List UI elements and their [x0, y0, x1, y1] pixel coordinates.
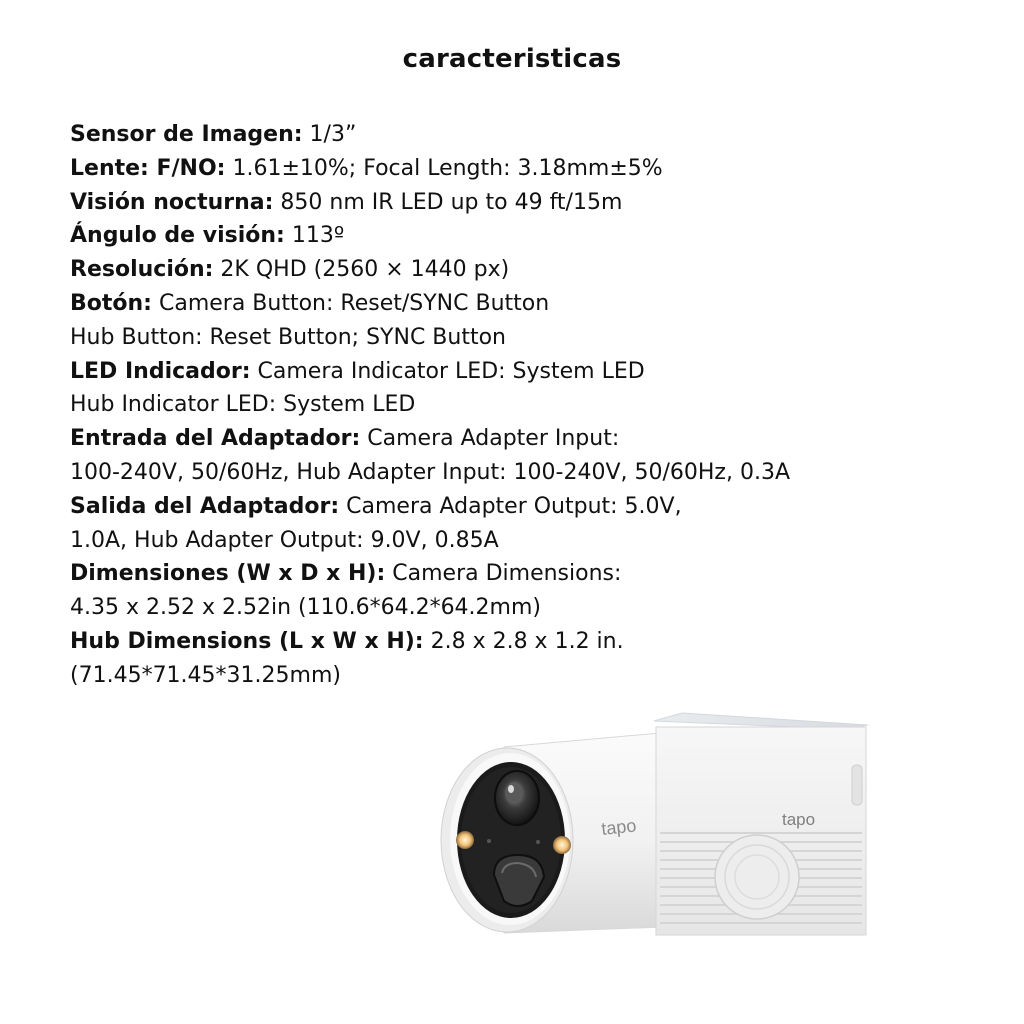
spec-label: Dimensiones (W x D x H): [70, 561, 386, 587]
spec-line [70, 557, 970, 591]
spec-label: Visión nocturna: [70, 189, 274, 215]
spec-label: Hub Dimensions (L x W x H): [70, 628, 424, 654]
spec-line [70, 388, 970, 422]
spec-value: 100-240V, 50/60Hz, Hub Adapter Input: 100-240V, 50/60Hz, 0.3A [70, 459, 790, 485]
page-title: caracteristicas [402, 44, 622, 74]
spec-line [70, 321, 970, 355]
spec-value: Camera Adapter Input: [360, 426, 620, 452]
spec-value: Camera Indicator LED: System LED [250, 358, 645, 384]
product-image [432, 705, 882, 945]
spec-line [70, 456, 970, 490]
spec-line [70, 659, 970, 693]
spec-value: Hub Indicator LED: System LED [70, 392, 416, 418]
spec-line [70, 422, 970, 456]
camera [441, 733, 664, 933]
spec-line [70, 625, 970, 659]
spec-line [70, 287, 970, 321]
spec-value: Camera Dimensions: [385, 561, 622, 587]
spec-line [70, 524, 970, 558]
spec-line [70, 152, 970, 186]
spec-label: Ángulo de visión: [70, 223, 285, 249]
spec-label: Sensor de Imagen: [70, 122, 303, 147]
spec-label: Botón: [70, 290, 152, 316]
spec-line [70, 186, 970, 220]
hub [654, 713, 868, 935]
spec-line [70, 490, 970, 524]
spec-value: Camera Adapter Output: 5.0V, [339, 493, 682, 519]
spec-value: 2.8 x 2.8 x 1.2 in. [423, 628, 624, 654]
spec-value: Camera Button: Reset/SYNC Button [151, 290, 550, 316]
speaker-icon [715, 835, 799, 919]
spec-list [70, 118, 970, 693]
spec-value: 4.35 x 2.52 x 2.52in (110.6*64.2*64.2mm) [70, 595, 541, 621]
camera-brand-label: tapo [600, 815, 638, 839]
spec-value: 2K QHD (2560 × 1440 px) [213, 257, 510, 283]
spec-value: 1.0A, Hub Adapter Output: 9.0V, 0.85A [70, 527, 499, 553]
spec-line [70, 591, 970, 625]
spec-label: Resolución: [70, 257, 214, 283]
camera-and-hub-illustration [432, 705, 882, 945]
spec-label: LED Indicador: [70, 358, 251, 384]
spec-label: Entrada del Adaptador: [70, 426, 361, 452]
spec-value: 850 nm IR LED up to 49 ft/15m [273, 189, 623, 215]
spec-value: Hub Button: Reset Button; SYNC Button [70, 324, 506, 350]
spec-value: 1/3” [302, 122, 357, 147]
spec-label: Salida del Adaptador: [70, 493, 340, 519]
spec-value: 113º [284, 223, 345, 249]
spec-label: Lente: F/NO: [70, 155, 226, 181]
spec-value: 1.61±10%; Focal Length: 3.18mm±5% [225, 155, 663, 181]
spec-line [70, 219, 970, 253]
spec-value: (71.45*71.45*31.25mm) [70, 662, 341, 688]
spec-line [70, 253, 970, 287]
hub-brand-label: tapo [782, 810, 816, 829]
spec-line [70, 355, 970, 389]
spec-line [70, 118, 970, 152]
